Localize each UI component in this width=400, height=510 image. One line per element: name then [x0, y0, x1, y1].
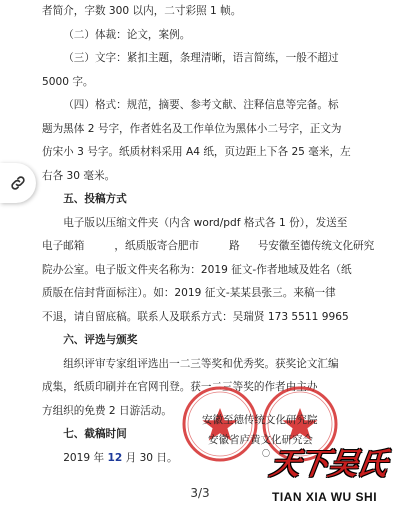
signatory-line: 安徽至德传统文化研究院: [202, 414, 318, 426]
text-line: 者简介，字数 300 以内，二寸彩照 1 帧。: [42, 5, 242, 17]
section-heading: 六、评选与颁奖: [63, 334, 138, 346]
section-heading: 五、投稿方式: [63, 193, 127, 205]
text-line: （三）文字：紧扣主题，条理清晰，语言简练，一般不超过: [63, 52, 339, 64]
watermark-logo: 天下吴氏: [267, 447, 389, 482]
section-heading: 七、截稿时间: [63, 428, 127, 440]
month-highlight: 12: [107, 451, 123, 464]
text-segment: 电子邮箱: [42, 240, 85, 252]
text-line: 方组织的免费 2 日游活动。: [42, 404, 173, 417]
text-line: （二）体裁：论文，案例。: [63, 28, 191, 41]
text-line: 成集，纸质印刷并在官网刊登。获一二三等奖的作者由主办: [42, 381, 318, 393]
text-line: （四）格式：规范，摘要、参考文献、注释信息等完备。标: [63, 99, 339, 111]
signatory-tail: 〇: [262, 449, 270, 458]
text-line: 院办公室。电子版文件夹名称为：2019 征文-作者地域及姓名（纸: [42, 263, 352, 276]
text-segment: ，纸质版寄合肥市: [114, 240, 200, 252]
text-line: [42, 235, 382, 259]
text-segment: 2019 年: [63, 451, 108, 464]
text-line: 5000 字。: [42, 75, 94, 88]
text-line: 题为黑体 2 号字，作者姓名及工作单位为黑体小二号字，正文为: [42, 122, 342, 135]
page-indicator: 3/3: [190, 486, 210, 500]
text-segment: 号安徽至德传统文化研究: [257, 240, 375, 252]
text-line: 质版在信封背面标注）。如：2019 征文-某某县张三。来稿一律: [42, 287, 336, 299]
signatory-line: 安徽省庐黄文化研究会: [208, 434, 313, 446]
text-segment: 路: [229, 240, 240, 252]
text-line: 电子版以压缩文件夹（内含 word/pdf 格式各 1 份），发送至: [63, 216, 348, 229]
text-line: 组织评审专家组评选出一二三等奖和优秀奖。获奖论文汇编: [63, 357, 339, 370]
link-icon: [9, 174, 27, 192]
text-line: 右各 30 毫米。: [42, 169, 116, 182]
text-line: 不退，请自留底稿。联系人及联系方式：吴瑞贤 173 5511 9965: [42, 310, 349, 323]
watermark-caption: TIAN XIA WU SHI: [272, 490, 378, 504]
text-line: 仿宋小 3 号字。纸质材料采用 A4 纸，页边距上下各 25 毫米，左: [42, 146, 351, 158]
text-segment: 月 30 日。: [122, 451, 178, 464]
